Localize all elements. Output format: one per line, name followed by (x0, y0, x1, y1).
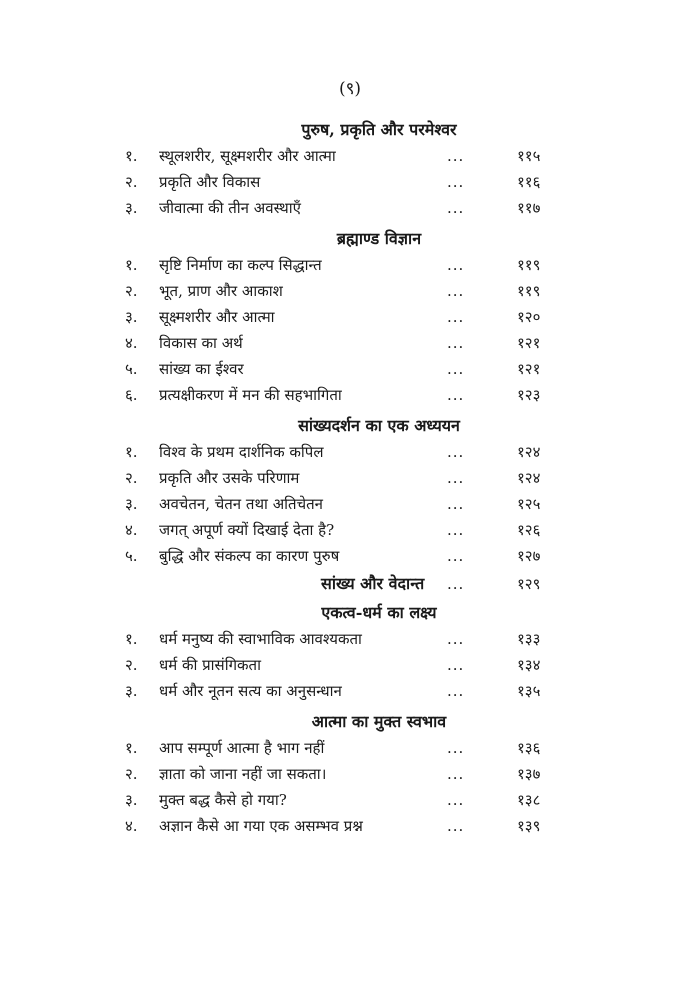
entry-page: १२० (517, 308, 541, 326)
entry-title: भूत, प्राण और आकाश (159, 282, 283, 300)
entry-leader: ... (447, 739, 465, 757)
toc-entry (0, 628, 700, 654)
entry-number: १. (125, 147, 138, 165)
toc-entry (0, 171, 700, 197)
toc-entry (0, 306, 700, 332)
entry-number: २. (125, 469, 138, 487)
entry-page: १२५ (517, 495, 541, 513)
section-title: ब्रह्माण्ड विज्ञान (336, 229, 422, 248)
entry-page: १२४ (517, 469, 541, 487)
entry-number: ४. (125, 817, 138, 835)
section-title: एकत्व-धर्म का लक्ष्य (321, 603, 437, 622)
page-number: (९) (338, 79, 362, 99)
entry-title: प्रत्यक्षीकरण में मन की सहभागिता (159, 386, 342, 404)
entry-leader: ... (447, 282, 465, 300)
entry-leader: ... (447, 469, 465, 487)
entry-leader: ... (447, 386, 465, 404)
toc-entry (0, 441, 700, 467)
entry-number: २. (125, 173, 138, 191)
entry-number: २. (125, 765, 138, 783)
entry-page: १३९ (517, 817, 541, 835)
entry-leader: ... (447, 308, 465, 326)
entry-title: स्थूलशरीर, सूक्ष्मशरीर और आत्मा (159, 147, 336, 165)
entry-title: मुक्त बद्ध कैसे हो गया? (159, 791, 287, 809)
entry-title: ज्ञाता को जाना नहीं जा सकता। (159, 765, 327, 783)
entry-title: सृष्टि निर्माण का कल्प सिद्धान्त (159, 256, 322, 274)
entry-number: ४. (125, 334, 138, 352)
entry-number: ४. (125, 521, 138, 539)
entry-page: १३६ (517, 739, 541, 757)
toc-section-entry (0, 571, 700, 601)
table-of-contents (0, 118, 700, 841)
entry-number: १. (125, 739, 138, 757)
entry-title: अज्ञान कैसे आ गया एक असम्भव प्रश्न (159, 817, 363, 835)
entry-leader: ... (447, 521, 465, 539)
entry-title: बुद्धि और संकल्प का कारण पुरुष (159, 547, 340, 565)
entry-page: १२४ (517, 443, 541, 461)
entry-page: १२३ (517, 386, 541, 404)
toc-entry (0, 332, 700, 358)
entry-page: ११९ (517, 282, 541, 300)
entry-title: विश्व के प्रथम दार्शनिक कपिल (159, 443, 324, 461)
entry-leader: ... (447, 256, 465, 274)
entry-page: १३४ (517, 656, 541, 674)
toc-entry (0, 763, 700, 789)
toc-entry (0, 467, 700, 493)
entry-page: १३३ (517, 630, 541, 648)
toc-entry (0, 680, 700, 706)
entry-leader: ... (447, 791, 465, 809)
entry-title: आप सम्पूर्ण आत्मा है भाग नहीं (159, 739, 325, 757)
entry-leader: ... (447, 547, 465, 565)
section-title: पुरुष, प्रकृति और परमेश्वर (301, 120, 457, 139)
entry-title: प्रकृति और विकास (159, 173, 261, 191)
section-title: आत्मा का मुक्त स्वभाव (311, 712, 447, 731)
toc-entry (0, 493, 700, 519)
entry-number: ३. (125, 308, 138, 326)
entry-leader: ... (447, 173, 465, 191)
toc-entry (0, 519, 700, 545)
entry-page: १२१ (517, 334, 541, 352)
entry-leader: ... (447, 360, 465, 378)
toc-entry (0, 280, 700, 306)
toc-entry (0, 654, 700, 680)
section-title: सांख्यदर्शन का एक अध्ययन (298, 416, 460, 435)
entry-page: १२७ (517, 547, 541, 565)
entry-leader: ... (447, 575, 465, 593)
entry-leader: ... (447, 147, 465, 165)
entry-leader: ... (447, 199, 465, 217)
entry-page: ११५ (517, 147, 541, 165)
entry-number: ५. (125, 360, 138, 378)
entry-number: २. (125, 656, 138, 674)
toc-entry (0, 737, 700, 763)
toc-entry (0, 254, 700, 280)
section-entry-title: सांख्य और वेदान्त (321, 574, 425, 593)
entry-number: ६. (125, 386, 138, 404)
toc-entry (0, 384, 700, 410)
entry-page: १३८ (517, 791, 541, 809)
entry-number: ५. (125, 547, 138, 565)
toc-entry (0, 815, 700, 841)
entry-leader: ... (447, 630, 465, 648)
entry-leader: ... (447, 334, 465, 352)
toc-entry (0, 789, 700, 815)
entry-title: विकास का अर्थ (159, 334, 243, 352)
entry-number: ३. (125, 791, 138, 809)
toc-entry (0, 545, 700, 571)
entry-leader: ... (447, 765, 465, 783)
entry-title: धर्म मनुष्य की स्वाभाविक आवश्यकता (159, 630, 362, 648)
entry-leader: ... (447, 495, 465, 513)
entry-number: ३. (125, 495, 138, 513)
toc-entry (0, 197, 700, 223)
entry-title: अवचेतन, चेतन तथा अतिचेतन (159, 495, 323, 513)
entry-page: १३७ (517, 765, 541, 783)
entry-title: धर्म और नूतन सत्य का अनुसन्धान (159, 682, 342, 700)
entry-number: १. (125, 630, 138, 648)
entry-number: १. (125, 443, 138, 461)
entry-title: जगत् अपूर्ण क्यों दिखाई देता है? (159, 521, 335, 539)
entry-title: जीवात्मा की तीन अवस्थाएँ (159, 199, 301, 217)
entry-page: ११९ (517, 256, 541, 274)
entry-leader: ... (447, 682, 465, 700)
entry-page: १२६ (517, 521, 541, 539)
entry-title: सूक्ष्मशरीर और आत्मा (159, 308, 275, 326)
entry-number: २. (125, 282, 138, 300)
entry-title: सांख्य का ईश्वर (159, 360, 244, 378)
entry-page: १३५ (517, 682, 541, 700)
entry-number: ३. (125, 199, 138, 217)
toc-entry (0, 358, 700, 384)
entry-leader: ... (447, 443, 465, 461)
entry-page: ११६ (517, 173, 541, 191)
entry-title: प्रकृति और उसके परिणाम (159, 469, 300, 487)
entry-number: ३. (125, 682, 138, 700)
entry-leader: ... (447, 656, 465, 674)
entry-title: धर्म की प्रासंगिकता (159, 656, 261, 674)
toc-entry (0, 145, 700, 171)
entry-page: १२९ (517, 575, 541, 593)
entry-leader: ... (447, 817, 465, 835)
entry-number: १. (125, 256, 138, 274)
entry-page: १२१ (517, 360, 541, 378)
entry-page: ११७ (517, 199, 541, 217)
